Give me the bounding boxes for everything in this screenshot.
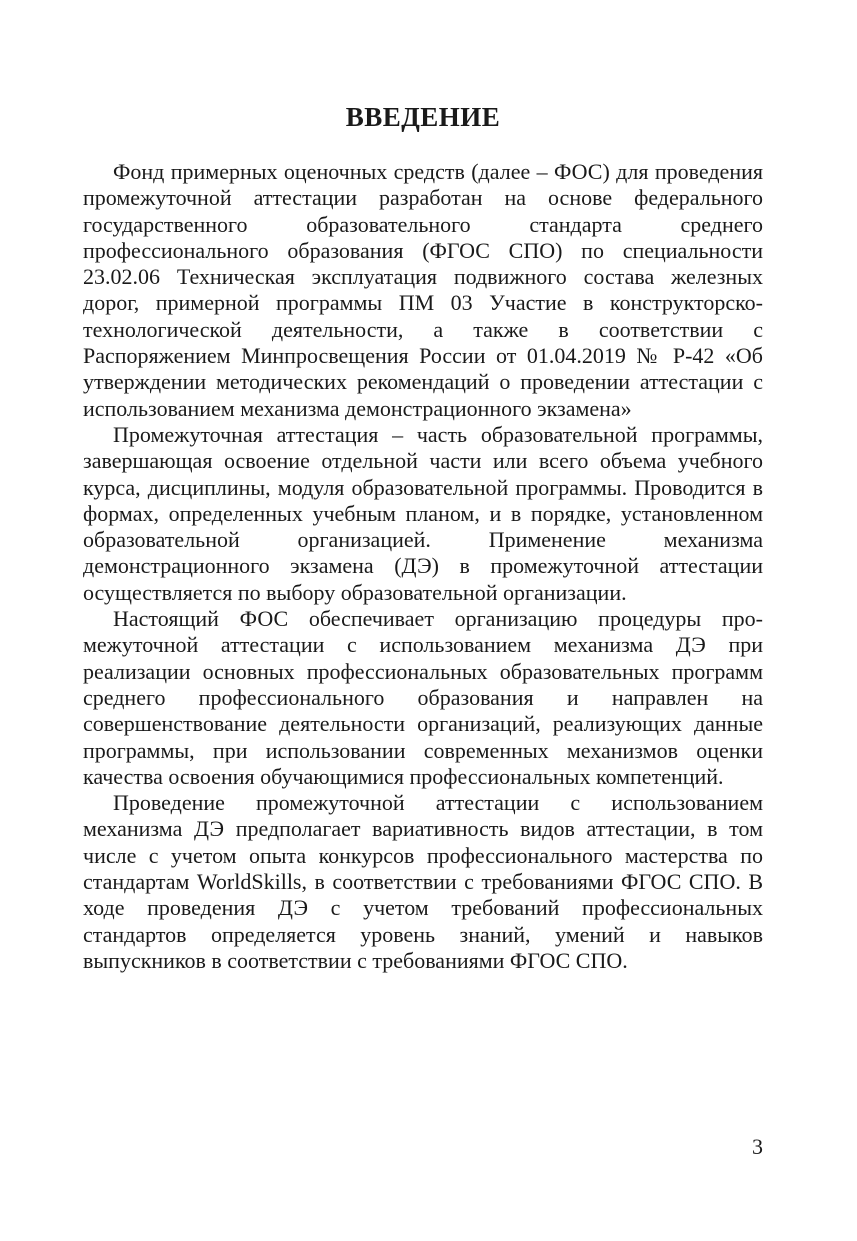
body-text [83,159,763,974]
paragraph-3: Настоящий ФОС обеспечивает организацию процедуры промежуточной аттестации с использованием механизма ДЭ при реализации основных профессиональных образовательных программ среднего профессионального образования и направлен на совершенствование деятельности организаций, реализующих данные программы, при использовании современных механизмов оценки качества освоения обучающимися профессиональных компетенций. [83,606,763,789]
paragraph-4: Проведение промежуточной аттестации с использованием механизма ДЭ предполагает вариативность видов аттестации, в том числе с учетом опыта конкурсов профессионального мастерства по стандартам WorldSkills, в соответствии с требованиями ФГОС СПО. В ходе проведения ДЭ с учетом требований профессиональных стандартов определяется уровень знаний, умений и навыков выпускников в соответствии с требованиями ФГОС СПО. [83,790,763,973]
paragraph-1: Фонд примерных оценочных средств (далее – ФОС) для проведения промежуточной аттестации разработан на основе федерального государственного образовательного стандарта среднего профессионального образования (ФГОС СПО) по специальности 23.02.06 Техническая эксплуатация подвижного состава железных дорог, примерной программы ПМ 03 Участие в конструкторско-технологической деятельности, а также в соответствии с Распоряжением Минпросвещения России от 01.04.2019 № Р-42 «Об утверждении методических рекомендаций о проведении аттестации с использованием механизма демонстрационного экзамена» [83,159,763,421]
page-number: 3 [752,1134,763,1159]
document-page [83,0,763,1241]
section-heading: ВВЕДЕНИЕ [345,102,501,132]
paragraph-2: Промежуточная аттестация – часть образовательной программы, завершающая освоение отдельной части или всего объема учебного курса, дисциплины, модуля образовательной программы. Проводится в формах, определенных учебным планом, и в порядке, установленном образовательной организацией. Применение механизма демонстрационного экзамена (ДЭ) в промежуточной аттестации осуществляется по выбору образовательной организации. [83,421,763,605]
